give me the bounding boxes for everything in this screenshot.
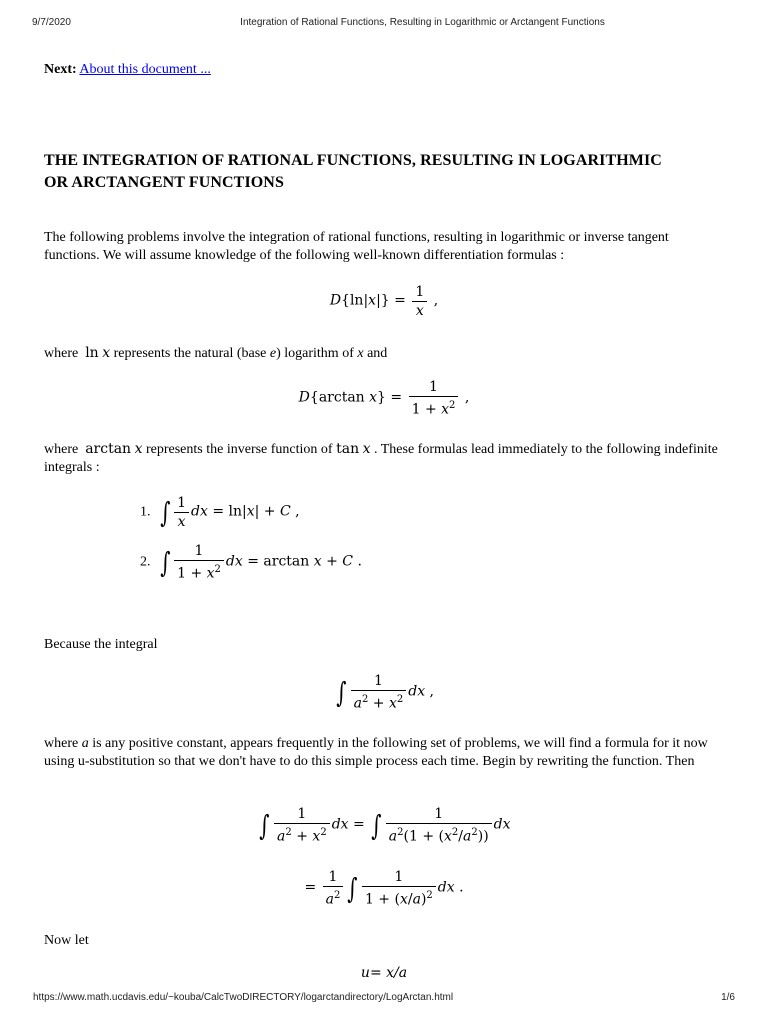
page-title: [44, 150, 734, 194]
page-number: 1/6: [721, 992, 735, 1003]
print-date: 9/7/2020: [32, 17, 71, 28]
equation-rewrite-1: ∫ $\frac{1}{a^2 + x^2}$ dx = ∫ $\frac{1}{a^2(1 + (x^2/a^2))}$ dx: [259, 806, 511, 845]
equation-integral-a2x2: ∫ $\frac{1}{a^2 + x^2}$ dx ,: [336, 673, 434, 712]
integral-item-2: 2. ∫ $\frac{1}{1 + x^2}$ dx = arctan x + C .: [140, 543, 362, 582]
print-header: [0, 17, 768, 31]
print-title: Integration of Rational Functions, Resulting in Logarithmic or Arctangent Functions: [240, 17, 605, 28]
intro-paragraph: The following problems involve the integration of rational functions, resulting in logarithmic or inverse tangent functions. We will assume knowledge of the following well-known differentiation formulas :: [44, 230, 669, 263]
paragraph-because: Because the integral: [44, 637, 158, 652]
equation-u-sub: [0, 965, 768, 982]
paragraph-where-a: where a is any positive constant, appears frequently in the following set of problems, we will find a formula for it now using u-substitution so that we don't have to do this simple process each time. Begin by rewriting the function. Then: [44, 736, 708, 769]
title-line-2: OR ARCTANGENT FUNCTIONS: [44, 174, 284, 191]
nav-next: [44, 62, 211, 78]
next-label: Next:: [44, 62, 77, 77]
print-url: https://www.math.ucdavis.edu/~kouba/CalcTwoDIRECTORY/logarctandirectory/LogArctan.html: [33, 992, 454, 1003]
paragraph-ln: where ln x represents the natural (base e) logarithm of x and: [44, 345, 388, 361]
equation-derivative-arctan: D{arctan x} = $\frac{1}{1 + x^2}$ ,: [298, 379, 470, 418]
equation-rewrite-2: = $\frac{1}{a^2}$ ∫ $\frac{1}{1 + (x/a)^2}$ dx .: [304, 869, 464, 908]
paragraph-now-let: Now let: [44, 933, 89, 948]
print-footer: [0, 992, 768, 1006]
next-link[interactable]: About this document ...: [79, 62, 211, 77]
integral-item-1: 1. ∫ $\frac{1}{x}$ dx = ln|x| + C ,: [140, 495, 300, 530]
paragraph-arctan: where arctan x represents the inverse function of tan x . These formulas lead immediately to the following indefinite integrals :: [44, 441, 718, 475]
u-substitution: u= x/a: [360, 965, 408, 981]
title-line-1: THE INTEGRATION OF RATIONAL FUNCTIONS, RESULTING IN LOGARITHMIC: [44, 152, 662, 169]
equation-derivative-ln: D{ln|x|} = $\frac{1}{x}$ ,: [329, 284, 439, 319]
